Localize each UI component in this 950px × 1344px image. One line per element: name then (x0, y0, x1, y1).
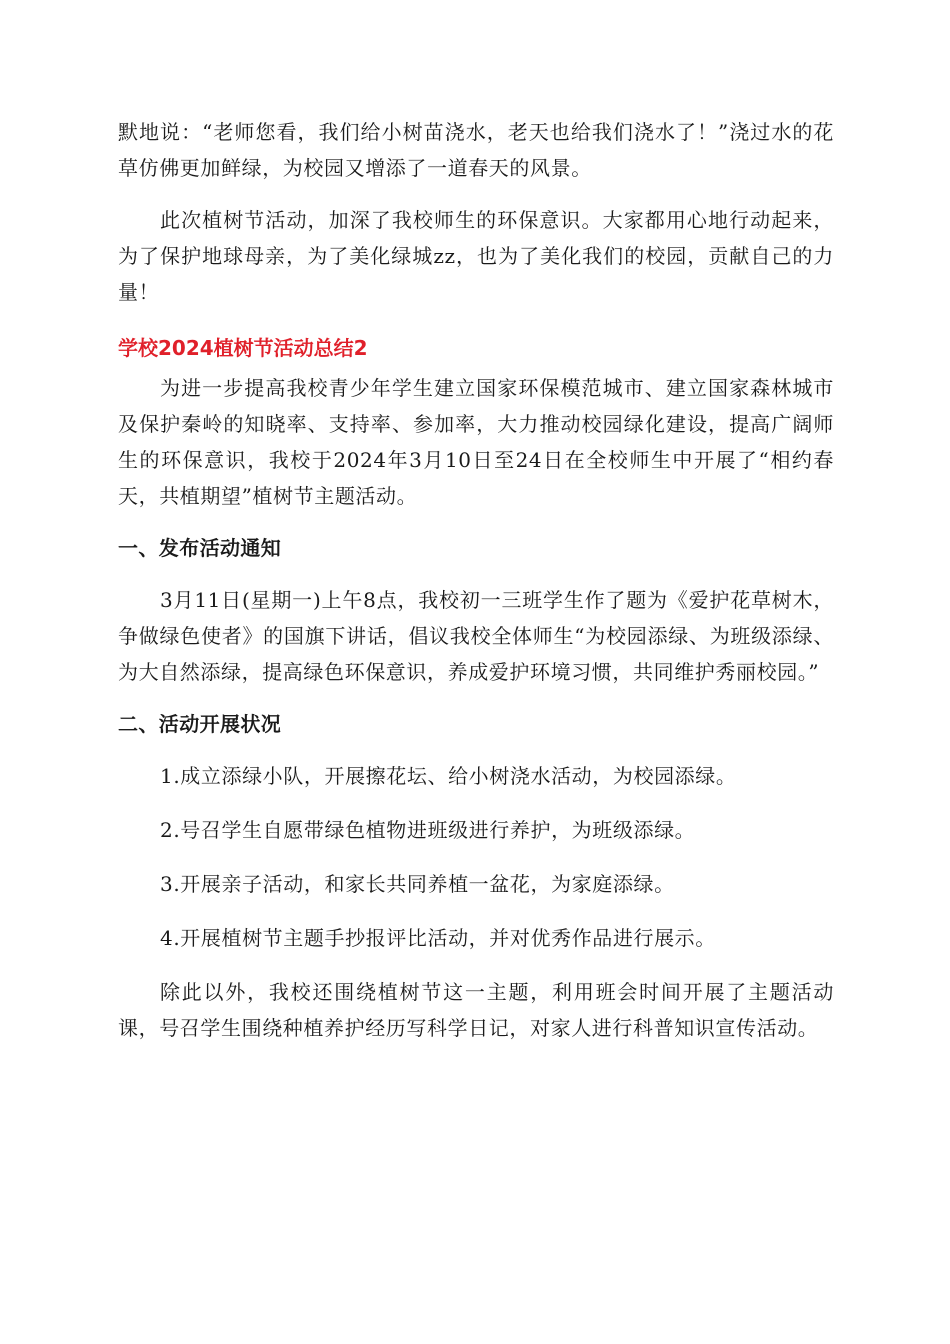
paragraph-conclusion: 此次植树节活动，加深了我校师生的环保意识。大家都用心地行动起来，为了保护地球母亲，为了美化绿城zz，也为了美化我们的校园，贡献自己的力量！ (118, 208, 834, 304)
heading-activity-status: 二、活动开展状况 (118, 712, 282, 736)
paragraph-intro: 为进一步提高我校青少年学生建立国家环保模范城市、建立国家森林城市及保护秦岭的知晓率、支持率、参加率，大力推动校园绿化建设，提高广阔师生的环保意识，我校于2024年3月10日至24日在全校师生中开展了“相约春天，共植期望”植树节主题活动。 (118, 376, 834, 508)
list-item: 2.号召学生自愿带绿色植物进班级进行养护，为班级添绿。 (160, 818, 696, 842)
section-title: 学校2024植树节活动总结2 (118, 336, 368, 360)
paragraph-notice: 3月11日(星期一)上午8点，我校初一三班学生作了题为《爱护花草树木，争做绿色使者》的国旗下讲话，倡议我校全体师生“为校园添绿、为班级添绿、为大自然添绿，提高绿色环保意识，养成爱护环境习惯，共同维护秀丽校园。” (118, 588, 834, 684)
list-item: 4.开展植树节主题手抄报评比活动，并对优秀作品进行展示。 (160, 926, 716, 950)
list-item: 1.成立添绿小队，开展擦花坛、给小树浇水活动，为校园添绿。 (160, 764, 737, 788)
paragraph-continued: 默地说：“老师您看，我们给小树苗浇水，老天也给我们浇水了！”浇过水的花草仿佛更加鲜绿，为校园又增添了一道春天的风景。 (118, 120, 834, 180)
heading-release-notice: 一、发布活动通知 (118, 536, 282, 560)
document-page (118, 114, 834, 1046)
list-item: 3.开展亲子活动，和家长共同养植一盆花，为家庭添绿。 (160, 872, 675, 896)
paragraph-extra: 除此以外，我校还围绕植树节这一主题，利用班会时间开展了主题活动课，号召学生围绕种植养护经历写科学日记，对家人进行科普知识宣传活动。 (118, 980, 834, 1040)
